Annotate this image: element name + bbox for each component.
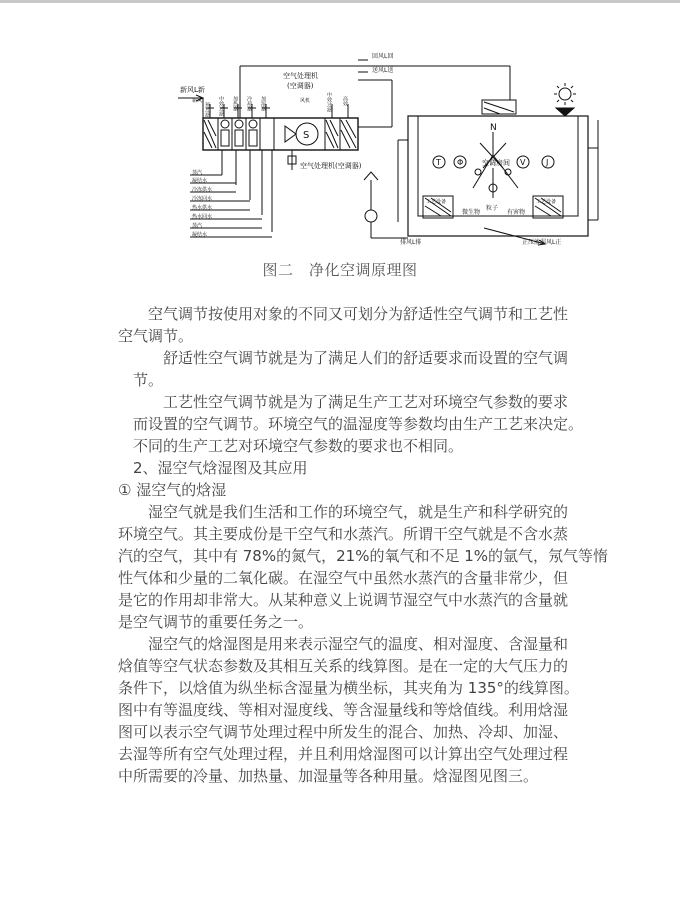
humidifier-coil-icon bbox=[249, 120, 257, 128]
return-fan-icon bbox=[365, 210, 377, 222]
ahu-top-sublabel: (空调器) bbox=[287, 82, 314, 90]
exhaust-label: 排风L排 bbox=[400, 239, 422, 246]
harmful-label: 有害物 bbox=[507, 209, 526, 216]
section-heading: 2、湿空气焓湿图及其应用 bbox=[133, 459, 308, 477]
paragraph-psychrometric-line6: 去湿等所有空气处理过程，并且利用焓湿图可以计算出空气处理过程 bbox=[118, 745, 569, 763]
heater-coil-icon bbox=[221, 120, 229, 128]
paragraph-moist-air-line2: 环境空气。其主要成份是干空气和水蒸汽。所谓干空气就是不含水蒸 bbox=[118, 525, 569, 543]
north-label: N bbox=[490, 123, 497, 133]
paragraph-psychrometric-line2: 焓值等空气状态参数及其相互关系的线算图。是在一定的大气压力的 bbox=[118, 657, 569, 675]
air-conditioning-schematic bbox=[0, 0, 680, 255]
component-tag: 风机 bbox=[300, 98, 311, 104]
pipe-label: 冷冻回水 bbox=[192, 196, 213, 202]
particle-label: 粒子 bbox=[486, 205, 499, 212]
cooler-coil-icon bbox=[235, 120, 243, 128]
room-center-label: 空调房间 bbox=[482, 159, 510, 167]
pipe-label: 热水供水 bbox=[192, 205, 213, 211]
paragraph-moist-air-line6: 是空气调节的重要任务之一。 bbox=[118, 613, 314, 631]
figure-caption: 图二 净化空调原理图 bbox=[262, 261, 418, 279]
paragraph-moist-air-line3: 汽的空气，其中有 78%的氮气，21%的氧气和不足 1%的氩气，氖气等惰 bbox=[118, 547, 609, 565]
pipe-label: 蒸汽 bbox=[192, 170, 203, 176]
paragraph-comfort-line2: 节。 bbox=[133, 371, 164, 389]
component-tag: 预过滤 bbox=[204, 102, 210, 117]
subsection-heading: ① 湿空气的焓湿 bbox=[118, 481, 227, 499]
cleanliness-symbol: J bbox=[546, 158, 549, 167]
pipe-label: 凝结水 bbox=[192, 232, 208, 238]
pipe-label: 蒸汽 bbox=[192, 223, 203, 229]
return-air-top-label: 回风L回 bbox=[372, 53, 394, 60]
equipment-left-label: 工艺设备 bbox=[426, 199, 447, 205]
microbe-label: 微生物 bbox=[462, 209, 481, 216]
pipe-label: 凝结水 bbox=[192, 178, 208, 184]
paragraph-psychrometric-line4: 图中有等温度线、等相对湿度线、等含湿量线和等焓值线。利用焓湿 bbox=[118, 701, 569, 719]
ahu-box bbox=[203, 118, 358, 150]
component-tag: 中效过滤 bbox=[326, 92, 332, 112]
paragraph-process-line3: 不同的生产工艺对环境空气参数的要求也不相同。 bbox=[133, 437, 464, 455]
pipe-label: 冷冻供水 bbox=[192, 187, 213, 193]
component-tag: 新风 bbox=[192, 98, 203, 104]
paragraph-classification-line2: 空气调节。 bbox=[118, 327, 194, 345]
ahu-top-label: 空气处理机 bbox=[283, 72, 318, 80]
positive-pressure-label: 正压渗漏风L正 bbox=[522, 239, 562, 246]
paragraph-moist-air-line5: 是它的作用却非常大。从某种意义上说调节湿空气中水蒸汽的含量就 bbox=[118, 591, 569, 609]
paragraph-psychrometric-line5: 图可以表示空气调节处理过程中所发生的混合、加热、冷却、加湿、 bbox=[118, 723, 569, 741]
component-tag: 冷却器 bbox=[246, 96, 252, 111]
ahu-bottom-label: 空气处理机(空调器) bbox=[300, 162, 362, 170]
paragraph-psychrometric-line1: 湿空气的焓湿图是用来表示湿空气的温度、相对湿度、含湿量和 bbox=[118, 635, 569, 653]
humidity-symbol: Φ bbox=[457, 158, 464, 167]
equipment-right-label: 工艺设备 bbox=[536, 199, 557, 205]
paragraph-psychrometric-line3: 条件下，以焓值为纵坐标含湿量为横坐标，其夹角为 135°的线算图。 bbox=[118, 679, 579, 697]
temperature-symbol: T bbox=[436, 158, 441, 167]
paragraph-moist-air-line4: 性气体和少量的二氧化碳。在湿空气中虽然水蒸汽的含量非常少，但 bbox=[118, 569, 569, 587]
paragraph-moist-air-line1: 湿空气就是我们生活和工作的环境空气，就是生产和科学研究的 bbox=[118, 503, 569, 521]
fan-symbol: S bbox=[303, 130, 310, 141]
paragraph-classification-line1: 空气调节按使用对象的不同又可划分为舒适性空气调节和工艺性 bbox=[118, 305, 569, 323]
fresh-air-label: 新风L新 bbox=[180, 86, 205, 94]
paragraph-process-line2: 而设置的空气调节。环境空气的温湿度等参数均由生产工艺来决定。 bbox=[133, 415, 584, 433]
component-tag: 高效 bbox=[342, 96, 348, 106]
sun-icon bbox=[559, 88, 571, 100]
supply-air-top-label: 送风L送 bbox=[372, 67, 394, 74]
paragraph-comfort-line1: 舒适性空气调节就是为了满足人们的舒适要求而设置的空气调 bbox=[133, 349, 569, 367]
paragraph-psychrometric-line7: 中所需要的冷量、加热量、加湿量等各种用量。焓湿图见图三。 bbox=[118, 767, 539, 785]
velocity-symbol: V bbox=[520, 158, 526, 167]
component-tag: 中效过滤 bbox=[218, 96, 224, 116]
component-tag: 加湿器 bbox=[260, 96, 266, 111]
component-tag: 加热器 bbox=[232, 96, 238, 111]
paragraph-process-line1: 工艺性空气调节就是为了满足生产工艺对环境空气参数的要求 bbox=[133, 393, 569, 411]
pipe-label: 热水回水 bbox=[192, 214, 213, 220]
